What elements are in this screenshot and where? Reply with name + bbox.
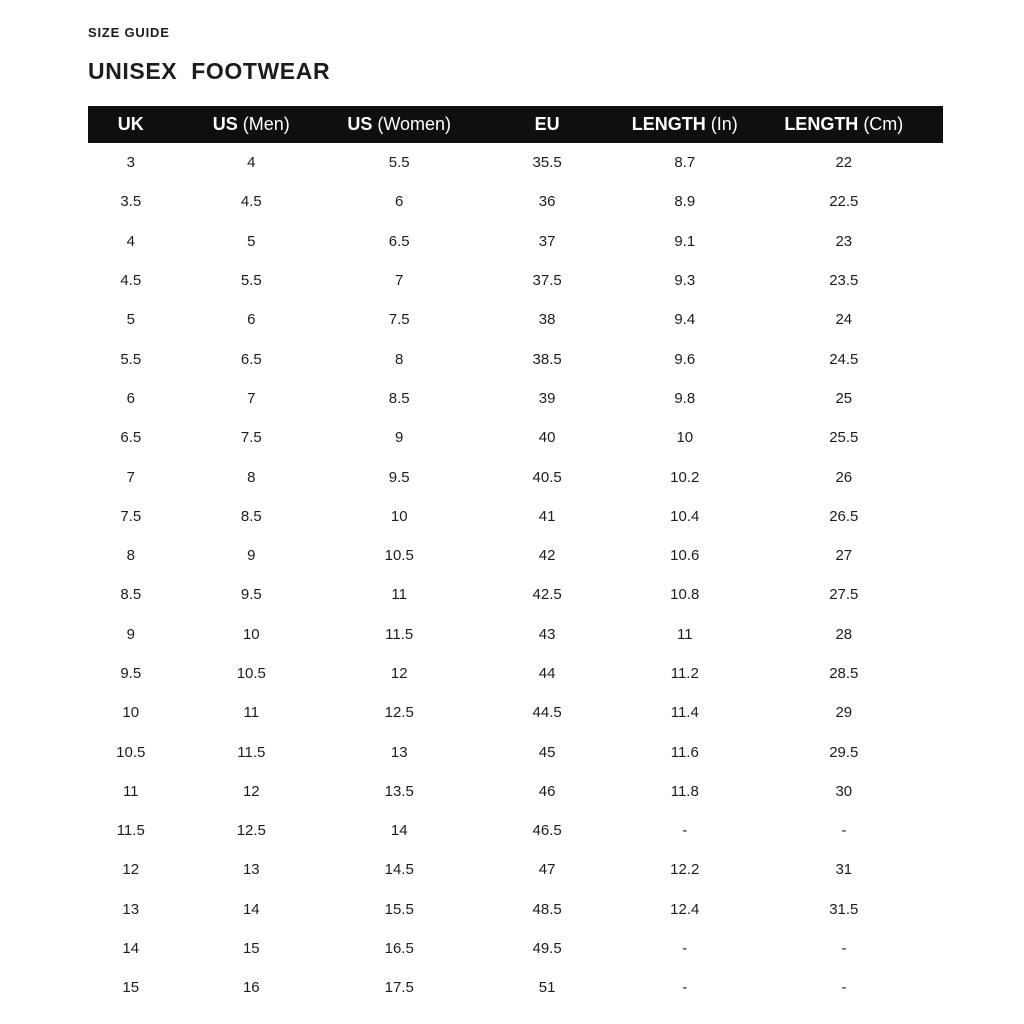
table-cell: 10.4: [670, 507, 700, 525]
table-row: [88, 850, 943, 889]
column-header: LENGTH (In): [625, 106, 745, 143]
table-cell: -: [682, 822, 688, 840]
table-cell: 9.6: [674, 350, 696, 368]
table-cell: 9.3: [674, 272, 696, 290]
table-cell: 10: [390, 507, 408, 525]
table-row: [88, 339, 943, 378]
table-row: [88, 693, 943, 732]
table-cell: 10.5: [384, 547, 414, 565]
table-cell: 9.5: [120, 665, 142, 682]
table-cell: 8.5: [240, 507, 262, 525]
column-header: EU: [469, 106, 625, 143]
table-cell: 45: [538, 743, 556, 761]
table-cell: 7: [395, 272, 404, 290]
table-cell: 8.9: [674, 193, 696, 211]
table-cell: -: [682, 979, 688, 997]
table-cell: 5.5: [388, 154, 410, 172]
table-cell: 5.5: [120, 350, 142, 368]
table-cell: 38.5: [532, 350, 562, 368]
table-cell: 15: [122, 979, 140, 997]
table-cell: 29.5: [829, 743, 859, 761]
table-cell: 11.2: [670, 665, 699, 682]
table-cell: -: [841, 940, 847, 958]
table-cell: 10: [676, 429, 694, 447]
table-cell: -: [682, 940, 688, 958]
table-cell: 24: [835, 311, 853, 329]
table-cell: 14: [390, 822, 408, 840]
table-cell: 4: [126, 232, 135, 250]
table-cell: 10: [242, 625, 260, 643]
table-cell: 27.5: [829, 586, 859, 604]
table-cell: 12: [390, 665, 408, 682]
table-cell: 23: [835, 232, 853, 250]
table-cell: 9.4: [674, 311, 696, 329]
table-cell: 29: [835, 704, 853, 722]
table-cell: 10.5: [116, 743, 146, 761]
table-cell: 6.5: [388, 232, 410, 250]
eyebrow-label: SIZE GUIDE: [88, 25, 170, 40]
table-cell: 28.5: [829, 665, 859, 682]
table-cell: 3: [126, 154, 135, 172]
table-row: [88, 615, 943, 654]
table-cell: 12.2: [670, 861, 700, 879]
table-cell: 14: [242, 900, 260, 918]
table-cell: 11: [676, 625, 693, 643]
table-cell: 7.5: [240, 429, 262, 447]
table-cell: 11: [243, 704, 260, 722]
table-cell: 44: [538, 665, 556, 682]
table-row: [88, 418, 943, 457]
table-row: [88, 379, 943, 418]
table-cell: 9.8: [674, 389, 696, 407]
table-cell: 40.5: [532, 468, 562, 486]
table-cell: 8: [395, 350, 404, 368]
table-cell: 11.5: [237, 743, 266, 761]
table-cell: 46: [538, 782, 556, 800]
table-row: [88, 300, 943, 339]
table-row: [88, 772, 943, 811]
table-cell: 13: [242, 861, 260, 879]
size-table-head: [88, 106, 943, 143]
table-row: [88, 575, 943, 614]
table-cell: 11.5: [385, 625, 414, 643]
table-cell: 12.5: [236, 822, 266, 840]
table-row: [88, 654, 943, 693]
table-cell: 31.5: [829, 900, 859, 918]
table-cell: 5: [126, 311, 135, 329]
table-cell: 15: [242, 940, 260, 958]
table-row: [88, 261, 943, 300]
table-cell: 4.5: [240, 193, 262, 211]
table-cell: 35.5: [532, 154, 562, 172]
table-cell: 5: [247, 232, 256, 250]
table-cell: 3.5: [120, 193, 142, 211]
table-cell: 41: [538, 507, 556, 525]
table-row: [88, 457, 943, 496]
table-cell: -: [841, 979, 847, 997]
table-cell: 27: [835, 547, 853, 565]
table-cell: 13.5: [384, 782, 414, 800]
table-cell: 6.5: [120, 429, 142, 447]
table-cell: 23.5: [829, 272, 859, 290]
table-cell: 28: [835, 625, 853, 643]
table-cell: 46.5: [532, 822, 562, 840]
table-cell: 26.5: [829, 507, 859, 525]
table-cell: 10.6: [670, 547, 700, 565]
table-row: [88, 143, 943, 182]
table-cell: 37.5: [532, 272, 562, 290]
column-header: LENGTH (Cm): [745, 106, 943, 143]
table-cell: 5.5: [240, 272, 262, 290]
table-cell: 8: [126, 547, 135, 565]
table-cell: 7: [247, 389, 256, 407]
table-cell: 9: [126, 625, 135, 643]
size-table-header-row: [88, 106, 943, 143]
size-guide-table: [88, 106, 943, 1008]
table-cell: 11.6: [670, 743, 699, 761]
table-cell: 17.5: [384, 979, 414, 997]
table-cell: 6: [126, 389, 135, 407]
table-cell: 26: [835, 468, 853, 486]
table-cell: 51: [538, 979, 556, 997]
column-header: US (Women): [329, 106, 469, 143]
table-cell: 14.5: [384, 861, 414, 879]
table-cell: 16.5: [384, 940, 414, 958]
table-row: [88, 222, 943, 261]
table-cell: 12: [122, 861, 140, 879]
table-cell: 9: [395, 429, 404, 447]
size-table-body: [88, 143, 943, 1008]
table-cell: 7.5: [388, 311, 410, 329]
table-cell: 7.5: [120, 507, 142, 525]
column-header: UK: [88, 106, 174, 143]
table-cell: 15.5: [384, 900, 414, 918]
table-cell: 6: [247, 311, 256, 329]
table-cell: 31: [835, 861, 853, 879]
table-cell: 10.5: [236, 665, 266, 682]
table-cell: -: [841, 822, 847, 840]
table-row: [88, 890, 943, 929]
table-cell: 13: [122, 900, 140, 918]
table-cell: 4: [247, 154, 256, 172]
table-cell: 14: [122, 940, 140, 958]
table-cell: 49.5: [532, 940, 562, 958]
table-cell: 25: [835, 389, 853, 407]
table-cell: 37: [538, 232, 556, 250]
table-cell: 38: [538, 311, 556, 329]
table-cell: 9: [247, 547, 256, 565]
table-cell: 12.5: [384, 704, 414, 722]
table-cell: 4.5: [120, 272, 142, 290]
table-cell: 8.5: [388, 389, 410, 407]
table-row: [88, 182, 943, 221]
table-cell: 7: [126, 468, 135, 486]
table-cell: 8: [247, 468, 256, 486]
table-row: [88, 732, 943, 771]
table-cell: 30: [835, 782, 853, 800]
table-cell: 22: [835, 154, 853, 172]
table-cell: 22.5: [829, 193, 859, 211]
table-row: [88, 497, 943, 536]
table-cell: 36: [538, 193, 556, 211]
table-cell: 11.8: [670, 782, 699, 800]
table-cell: 11: [391, 586, 407, 604]
table-cell: 11: [122, 782, 139, 800]
table-cell: 12.4: [670, 900, 700, 918]
table-row: [88, 536, 943, 575]
table-cell: 11.5: [116, 822, 145, 840]
table-cell: 25.5: [829, 429, 859, 447]
table-cell: 6.5: [240, 350, 262, 368]
table-cell: 6: [395, 193, 404, 211]
table-row: [88, 929, 943, 968]
table-cell: 9.5: [388, 468, 410, 486]
table-cell: 9.1: [674, 232, 696, 250]
table-cell: 47: [538, 861, 556, 879]
table-cell: 42: [538, 547, 556, 565]
table-cell: 48.5: [532, 900, 562, 918]
table-cell: 12: [242, 782, 260, 800]
table-cell: 13: [390, 743, 408, 761]
table-cell: 43: [538, 625, 556, 643]
table-cell: 9.5: [240, 586, 262, 604]
table-cell: 8.5: [120, 586, 142, 604]
table-row: [88, 811, 943, 850]
table-cell: 10.8: [670, 586, 700, 604]
table-cell: 39: [538, 389, 556, 407]
table-row: [88, 968, 943, 1007]
table-cell: 24.5: [829, 350, 859, 368]
table-cell: 42.5: [532, 586, 562, 604]
table-cell: 10: [122, 704, 140, 722]
page-title: UNISEX FOOTWEAR: [88, 58, 331, 84]
column-header: US (Men): [174, 106, 330, 143]
table-cell: 10.2: [670, 468, 700, 486]
table-cell: 16: [242, 979, 260, 997]
table-cell: 8.7: [674, 154, 696, 172]
table-cell: 11.4: [670, 704, 699, 722]
table-cell: 44.5: [532, 704, 562, 722]
table-cell: 40: [538, 429, 556, 447]
